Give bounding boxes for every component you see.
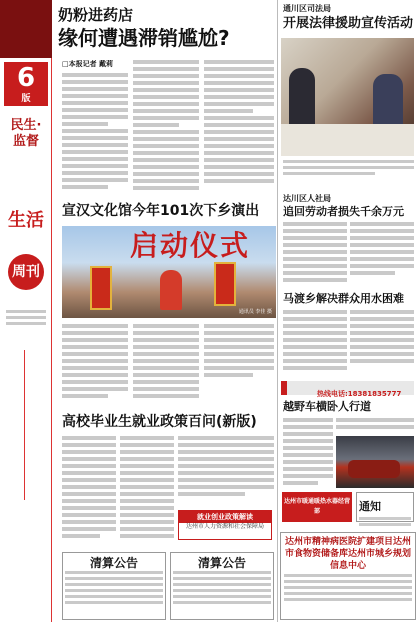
flag-right — [214, 262, 236, 306]
life-label: 生活 — [8, 210, 44, 231]
person-right — [373, 74, 403, 130]
lead-col-2 — [133, 60, 199, 198]
editor-info — [6, 310, 46, 328]
opera-photo — [62, 226, 276, 318]
policy-box-title: 就业创业政策解读 — [179, 511, 271, 523]
notice-ad-1 — [62, 552, 166, 620]
policy-box-sub: 达州市人力资源和社会保障局 — [185, 523, 264, 530]
legal-photo — [281, 38, 414, 156]
opera-col-1 — [62, 324, 128, 408]
lead-byline: □本报记者 戴莉 — [62, 60, 114, 68]
flag-left — [90, 266, 112, 310]
hotline-text: 热线电话:18381835777 — [317, 390, 402, 398]
sidebar-rule — [24, 350, 25, 500]
water-col-1 — [283, 310, 347, 376]
lead-col-1 — [62, 60, 128, 198]
notice-2-title: 清算公告 — [197, 556, 246, 570]
opera-col-2 — [133, 324, 199, 408]
tender-ad — [280, 532, 416, 620]
lead-kicker: 奶粉进药店 — [58, 6, 134, 24]
event-banner: 启动仪式 — [130, 229, 251, 262]
notice-ad-2 — [170, 552, 274, 620]
tender-ad-title: 达州市精神病医院扩建项目达州市食物资储备库达州市城乡规划信息中心 — [284, 537, 411, 571]
water-col-2 — [350, 310, 414, 376]
page-number — [4, 62, 48, 106]
masthead-art — [0, 0, 52, 58]
legal-section: 通川区司法局 — [283, 4, 331, 13]
sidebar — [0, 0, 52, 622]
weekly-badge: 周刊 — [8, 254, 44, 290]
walkway-col-1 — [283, 418, 333, 488]
legal-headline: 开展法律援助宣传活动 — [283, 16, 414, 31]
column-rule — [277, 0, 278, 622]
lead-col-3 — [204, 60, 274, 198]
jobs-headline: 高校毕业生就业政策百问(新版) — [62, 414, 257, 430]
opera-col-3 — [204, 324, 274, 408]
labor-headline: 追回劳动者损失千余万元 — [283, 205, 404, 218]
suv-body — [348, 460, 400, 478]
walkway-headline: 越野车横卧人行道 — [283, 400, 371, 413]
photo-credit: 通讯员 李佳 摄 — [238, 309, 272, 315]
jobs-col-3 — [178, 436, 274, 506]
walkway-col-2 — [336, 418, 414, 434]
lead-headline: 缘何遭遇滞销尴尬? — [58, 26, 230, 50]
notice-title: 通知 — [359, 500, 381, 513]
notice-1-title: 清算公告 — [89, 556, 138, 570]
section-label: 民生·监督 — [10, 118, 42, 149]
performer-figure — [160, 270, 182, 310]
labor-col-1 — [283, 222, 347, 286]
notice-box — [356, 492, 414, 522]
jobs-col-1 — [62, 436, 116, 546]
policy-box — [178, 510, 272, 540]
legal-caption — [283, 160, 414, 186]
page-number-value: 6 — [16, 63, 36, 93]
heater-ad: 达州市暖通暖热水器经营部 — [282, 492, 352, 522]
hotline-bar — [281, 381, 414, 398]
opera-headline: 宣汉文化馆今年101次下乡演出 — [62, 203, 260, 219]
jobs-col-2 — [120, 436, 174, 546]
page-unit: 版 — [21, 94, 31, 104]
person-left — [289, 68, 315, 128]
labor-col-2 — [350, 222, 414, 286]
desk — [281, 124, 414, 156]
labor-section: 达川区人社局 — [283, 194, 331, 203]
suv-photo — [336, 436, 414, 488]
water-headline: 马渡乡解决群众用水困难 — [283, 292, 404, 305]
